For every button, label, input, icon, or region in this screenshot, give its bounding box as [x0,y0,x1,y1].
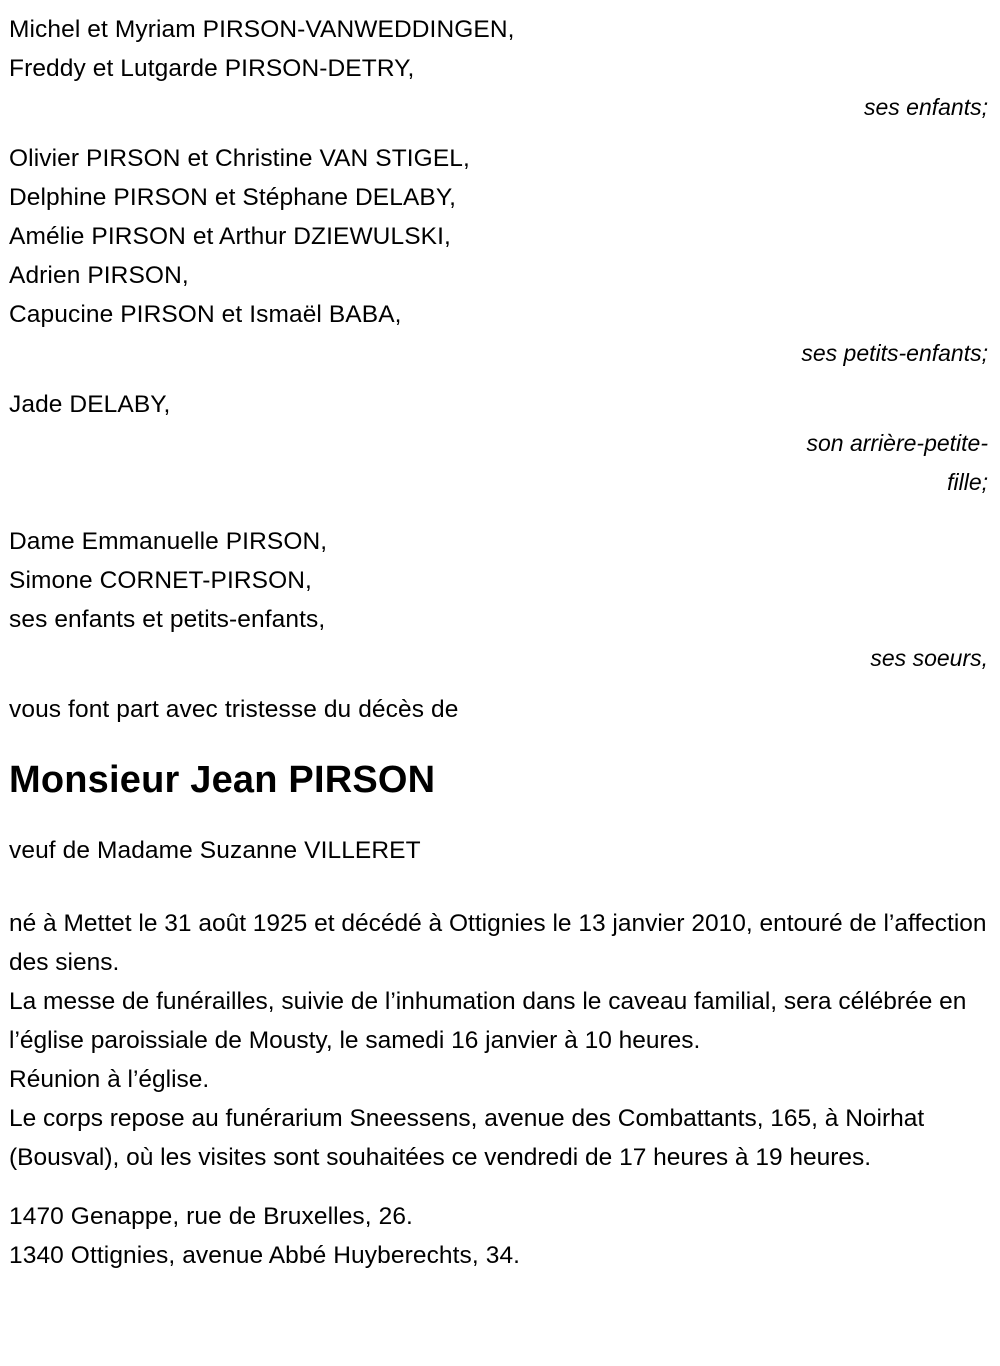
gathering-paragraph: Réunion à l’église. [9,1066,210,1093]
great-grandchild-group [9,385,988,502]
deceased-name: Monsieur Jean PIRSON [9,759,436,801]
grandchild-name: Delphine PIRSON et Stéphane DELABY, [9,184,457,211]
great-grandchild-role-wrap [9,424,988,502]
grandchild-name: Adrien PIRSON, [9,262,189,289]
addresses-block [9,1197,988,1275]
children-role-label: ses enfants; [863,94,988,120]
child-name: Freddy et Lutgarde PIRSON-DETRY, [9,55,415,82]
spouse-line: veuf de Madame Suzanne VILLERET [9,837,421,864]
great-grandchild-role-label-line1: son arrière-petite- [806,430,988,456]
children-names [9,10,988,88]
address-line: 1470 Genappe, rue de Bruxelles, 26. [9,1203,413,1230]
great-grandchild-name: Jade DELABY, [9,391,171,418]
address-line: 1340 Ottignies, avenue Abbé Huyberechts, 34. [9,1242,521,1269]
spacer [9,803,988,831]
children-role-wrap [9,88,988,127]
grandchild-name: Capucine PIRSON et Ismaël BABA, [9,301,402,328]
spacer [9,127,988,139]
sister-name: Simone CORNET-PIRSON, [9,567,312,594]
sisters-group [9,522,988,678]
grandchildren-role-label: ses petits-enfants; [801,340,988,366]
grandchildren-names [9,139,988,334]
children-group [9,10,988,127]
spacer [9,373,988,385]
sister-name: Dame Emmanuelle PIRSON, [9,528,328,555]
sisters-names [9,522,988,639]
spacer [9,870,988,904]
spacer [9,729,988,757]
visitation-paragraph: Le corps repose au funérarium Sneessens, avenue des Combattants, 165, à Noirhat (Bousval), où les visites sont souhaitées ce vendredi de 17 heures à 19 heures. [9,1105,925,1171]
sisters-role-wrap [9,639,988,678]
sisters-role-label: ses soeurs, [870,645,988,671]
funeral-paragraph: La messe de funérailles, suivie de l’inhumation dans le caveau familial, sera célébrée en l’église paroissiale de Mousty, le samedi 16 janvier à 10 heures. [9,988,967,1054]
grandchildren-group [9,139,988,373]
announcement-intro: vous font part avec tristesse du décès de [9,696,459,723]
great-grandchild-names [9,385,988,424]
spacer [9,502,988,522]
spacer [9,678,988,690]
birth-death-paragraph: né à Mettet le 31 août 1925 et décédé à Ottignies le 13 janvier 2010, entouré de l’affection des siens. [9,910,987,976]
grandchild-name: Amélie PIRSON et Arthur DZIEWULSKI, [9,223,451,250]
great-grandchild-role-label-line2: fille; [947,469,988,495]
sister-descendants: ses enfants et petits-enfants, [9,606,326,633]
grandchild-name: Olivier PIRSON et Christine VAN STIGEL, [9,145,470,172]
grandchildren-role-wrap [9,334,988,373]
spacer [9,1177,988,1197]
child-name: Michel et Myriam PIRSON-VANWEDDINGEN, [9,16,515,43]
